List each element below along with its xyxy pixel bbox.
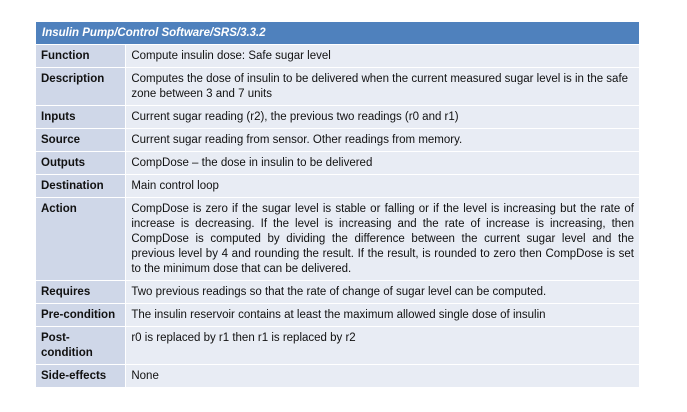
row-value: Main control loop [126, 175, 640, 198]
row-value: r0 is replaced by r1 then r1 is replaced by r2 [126, 327, 640, 365]
table-row-function [36, 45, 640, 68]
row-value: None [126, 365, 640, 388]
table-row-post-condition [36, 327, 640, 365]
row-label: Requires [36, 281, 126, 304]
row-value: CompDose – the dose in insulin to be delivered [126, 152, 640, 175]
row-label: Description [36, 68, 126, 106]
table-row-requires [36, 281, 640, 304]
srs-spec-table [35, 21, 640, 388]
row-label: Inputs [36, 106, 126, 129]
row-value: Current sugar reading from sensor. Other readings from memory. [126, 129, 640, 152]
table-row-pre-condition [36, 304, 640, 327]
row-label: Function [36, 45, 126, 68]
row-value: Compute insulin dose: Safe sugar level [126, 45, 640, 68]
row-label: Action [36, 198, 126, 281]
row-label: Destination [36, 175, 126, 198]
table-row-outputs [36, 152, 640, 175]
row-label: Outputs [36, 152, 126, 175]
table-row-destination [36, 175, 640, 198]
table-row-description [36, 68, 640, 106]
table-row-inputs [36, 106, 640, 129]
row-label: Pre-condition [36, 304, 126, 327]
row-value: The insulin reservoir contains at least the maximum allowed single dose of insulin [126, 304, 640, 327]
row-value: CompDose is zero if the sugar level is stable or falling or if the level is increasing but the rate of increase is decreasing. If the level is increasing and the rate of increase is increasing, then CompDose is computed by dividing the difference between the current sugar level and the previous level by 4 and rounding the result. If the result, is rounded to zero then CompDose is set to the minimum dose that can be delivered. [126, 198, 640, 281]
row-label: Post-condition [36, 327, 126, 365]
table-row-side-effects [36, 365, 640, 388]
row-label: Source [36, 129, 126, 152]
table-title-row [36, 22, 640, 45]
table-row-action [36, 198, 640, 281]
table-row-source [36, 129, 640, 152]
row-value: Current sugar reading (r2), the previous two readings (r0 and r1) [126, 106, 640, 129]
row-label: Side-effects [36, 365, 126, 388]
table-title: Insulin Pump/Control Software/SRS/3.3.2 [36, 22, 640, 45]
row-value: Computes the dose of insulin to be delivered when the current measured sugar level is in the safe zone between 3 and 7 units [126, 68, 640, 106]
row-value: Two previous readings so that the rate of change of sugar level can be computed. [126, 281, 640, 304]
